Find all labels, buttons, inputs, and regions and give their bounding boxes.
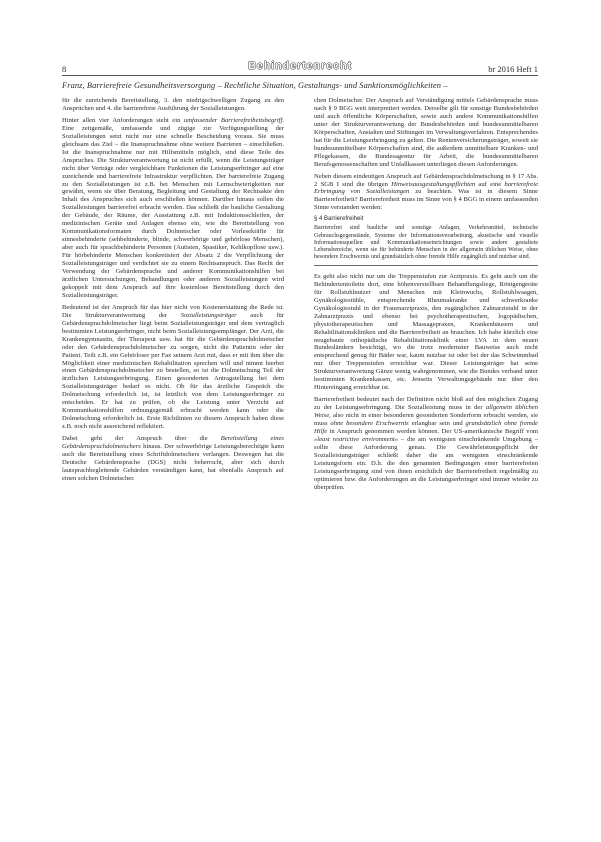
quote-rule <box>314 265 538 266</box>
emphasis: Sozialleistungsträger <box>180 311 237 319</box>
emphasis: grundsätzlich ohne fremde Hilfe <box>314 420 538 436</box>
page-header <box>62 62 538 76</box>
left-column <box>62 97 284 487</box>
emphasis: allgemein üblichen Weise <box>314 404 538 420</box>
statute-text: Barrierefrei sind bauliche und sonstige Anlagen, Verkehrsmittel, technische Gebrauchsgegenstände, Systeme der Informationsverarbeitung, akustische und visuelle Informationsquellen und Kommunikationseinrichtungen sowie andere gestaltete Lebensbereiche, wenn sie für behinderte Menschen in der allgemein üblichen Weise, ohne besondere Erschwernis und grundsätzlich ohne fremde Hilfe zugänglich und nutzbar sind. <box>314 225 538 260</box>
paragraph: Barrierefreiheit bedeutet nach der Definition nicht bloß auf den möglichen Zugang zu der Leistungserbringung. Die Sozialleistung muss in der allgemein üblichen Weise, also nicht in einer besonderen gesonderten Sonderform erbracht werden, sie muss ohne besondere Erschwernis erlangbar sein und grundsätzlich ohne fremde Hilfe in Anspruch genommen werden können. Der US-amerikanische Begriff vom »least restrictive environment« – die am wenigsten einschränkende Umgebung – sollte diese Anforderung genau. Die Gewährleistungspflicht der Sozialleistungsträger schließt daher die am wenigsten einschränkende Leistungsform ein. D.h. die den genannten Bedingungen einer barrierefreien Leistungserbringung sind von ihnen ersichtlich der Barrierefreiheit regelmäßig zu optimieren bzw. die Anforderungen an die Leistungserbringer sind immer wieder zu überprüfen. <box>314 396 538 491</box>
right-column <box>314 97 538 496</box>
statute-quote <box>314 216 538 266</box>
paragraph: chen Dolmetscher. Der Anspruch auf Verständigung mittels Gebärdensprache muss nach § 9 BGG weit interpretiert werden. Derselbe gilt für sonstige Bundesbehörden und auch öffentliche Körperschaften, sowie auch andere Kommunikationshilfen unter der Strukturverantwortung der Bundesbehörden und bundesunmittelbaren Körperschaften, Anstalten und Stiftungen im Verwaltungsverfahren. Entsprechendes hat für die Leistungserbringung zu gelten. Die Rentenversicherungsträger, soweit sie bundesunmittelbare Körperschaften sind, die außerdem unmittelbare Kranken- und Pflegekassen, die Bundesagentur für Arbeit, die bundesunmittelbaren Berufsgenossenschaften und Unfallkassen unterliegen diesen Anforderungen. <box>314 97 538 168</box>
emphasis: barrierefreie Erbringung von Sozialleistungen <box>314 180 538 196</box>
page-number: 8 <box>62 64 67 74</box>
emphasis: Hinweisausgestaltungspflichten <box>391 180 476 188</box>
paragraph: Bedeutend ist der Anspruch für das hier nicht von Kostenerstattung die Rede ist. Die Strukturverantwortung der Sozialleistungsträger auch für Gebärdensprachdolmetscher liegt beim Sozialleistungsträger und dem vertraglich bestimmten Leistungserbringer, nicht beim Sozialleistungsempfänger. Der Arzt, die Krankengymnastin, der Therapeut usw. hat für die Gebärdensprachdolmetscher oder den Gebärdensprachdolmetscher zu sorgen, nicht die Patientin oder der Patient. Teilt z.B. ein Gehörloser per Fax seinem Arzt mit, dass er mit ihm über die Möglichkeit einer medizinischen Rehabilitation sprechen will und nimmt hierbei einen Gebärdensprachdolmetscher zu bestellen, so ist die Dolmetschung Teil der ärztlichen Leistungserbringung. Einen gesonderten Antragstellung bei dem Sozialleistungsträger bedarf es nicht. Ob für das ärztliche Gespräch die Dolmetschung erforderlich ist, ist letztlich von dem Leistungserbringer zu entscheiden. Er hat zu prüfen, ob die Leistung unter Verzicht auf Kommunikationshilfen ordnungsgemäß erbracht werden kann oder die Dolmetschung erforderlich ist. Erste Richtlinien zu diesem Anspruch haben diese z.B. noch nicht ausreichend reflektiert. <box>62 303 285 431</box>
header-rule <box>62 75 538 76</box>
emphasis: Bereitstellung eines Gebärdensprachdolmetschers <box>62 435 284 451</box>
issue-label: br 2016 Heft 1 <box>488 64 538 74</box>
emphasis: ohne besondere Erschwernis <box>330 420 409 428</box>
paragraph: Neben diesem eindeutigen Anspruch auf Gebärdensprachdolmetschung in § 17 Abs. 2 SGB I sind die übrigen Hinweisausgestaltungspflichten auf eine barrierefreie Erbringung von Sozialleistungen zu beachten. Was ist in diesem Sinne Barrierefreiheit? Barrierefreiheit muss im Sinne von § 4 BGG in einem umfassenden Sinne verstanden werden: <box>314 172 538 212</box>
journal-title: Behindertenrecht <box>248 60 352 72</box>
paragraph: für die zureichende Bereitstellung, 3. den niedrigschwelligen Zugang zu den Ansprüchen und 4. die barrierefreie Ausführung der Sozialleistungen. <box>62 97 284 112</box>
paragraph: Es geht also nicht nur um die Treppenstufen zur Arztpraxis. Es geht auch um die Behindertentoilette dort, eine höhenverstellbare Behandlungsliege, Röntgengeräte für Rollstuhlnutzer und Menschen mit Kleinwuchs, Rollstuhlwaagen, Gynäkologiestühle, entsprechende Rheumakranke und schwerkranke Gynäkologiestuhl in der Frauenarztpraxis, den zugänglichen Zahnarztstuhl in der Zahnarztpraxis und ebenso bei psychotherapeutischen, logopädischen, physiotherapeutischen und Massagepraxen, Krankenhäusern und Rehabilitationskliniken und die Barrierefreiheit an brauchen. Ich habe kürzlich eine neugebaute orthopädische Rehabilitationsklinik einer LVA in dem neuen Bundesländern besichtigt, wo die trotz modernster Bauweise auch nicht entsprechend genug für Bäder war, kaum nutzbar ist oder bei der das Schwimmbad nur über Treppenstufen erreichbar war. Dieser Leistungsträger hat seine Strukturverantwortung Gänze wenig wahrgenommen, wie die Bundes verband unter bestimmten Krankenkassen, etc. Jenseits Verwaltungsgebäude nur über den Hintereingang erreichbar ist. <box>314 272 538 392</box>
running-title: Franz, Barrierefreie Gesundheitsversorgung – Rechtliche Situation, Gestaltungs- und Sanktionsmöglichkeiten – <box>62 81 448 90</box>
paragraph: Hinter allen vier Anforderungen steht ein umfassender Barrierefreiheitsbegriff. Eine zeitgemäße, umfassende und zügige zur Verfügungstellung der Sozialleistungen setzt nicht nur eine schnelle Bescheidung voraus. Sie muss gleichsam das Ziel – die Inanspruchnahme ohne weitere Barrieren – einschließen. Ist die Inanspruchnahme nur mit Hilfsmitteln möglich, sind diese Teile des Anspruches. Die Strukturverantwortung ist nicht erfüllt, wenn die Leistungsträger nicht über Verträge oder vergleichbare Funktionen die Leistungserbringer auf eine zureichende und barrierefreie Infrastruktur verpflichten. Der barrierefreie Zugang zu den Sozialleistungen ist z.B. bei Menschen mit Lernschwierigkeiten nur gewährt, wenn sie über Beratung, Begleitung und Gestaltung der Rechtsakte den Inhalt des Anspruches sich auch erschließen können. Darüber hinaus sollen die Sozialleistungen barrierefrei erbracht werden. Das schließt die bauliche Gestaltung der Gebäude, der Räume, der Ausstattung z.B. mit Induktionsschleifen, der medizinischen Geräte und Anlagen ebenso ein, wie die Bereitstellung von Kommunikationsformaten durch Dolmetscher oder Vorlesekräfte für sinnesbehinderte (sehbehinderte, blinde, schwerhörige und gehörlose Menschen), aber auch für sprachbehinderte Personen (Autisten, Spastiker, Kehlkopflose usw.). Für hörbehinderte Menschen konkretisiert der Absatz 2 die Verpflichtung der Sozialleistungsträger und verdichtet sie zu einem Rechtsanspruch. Das Recht der Verwendung der Gebärdensprache und anderer Kommunikationshilfen bei ärztlichen Untersuchungen, Behandlungen oder anderen Sozialleistungen wird gekoppelt mit dem Anspruch auf ihre kostenlose Bereitstellung durch den Sozialleistungsträger. <box>62 116 284 299</box>
statute-heading: § 4 Barrierefreiheit <box>314 216 364 223</box>
emphasis: »least restrictive environment« <box>314 435 399 443</box>
emphasis: umfassender Barrierefreiheitsbegriff <box>183 116 283 124</box>
paragraph: Dabei geht der Anspruch über die Bereitstellung eines Gebärdensprachdolmetschers hinaus. Der schwerhörige Leistungsberechtigte kann auch die Bereitstellung eines Schriftdolmetschers verlangen. Deswegen hat die Deutsche Gebärdensprache (DGS) nicht beherrscht, aber sich durch lautsprachbegleitende Gebärden verständigen kann, hat ebenfalls Anspruch auf einen solchen Dolmetscher. <box>62 435 284 482</box>
